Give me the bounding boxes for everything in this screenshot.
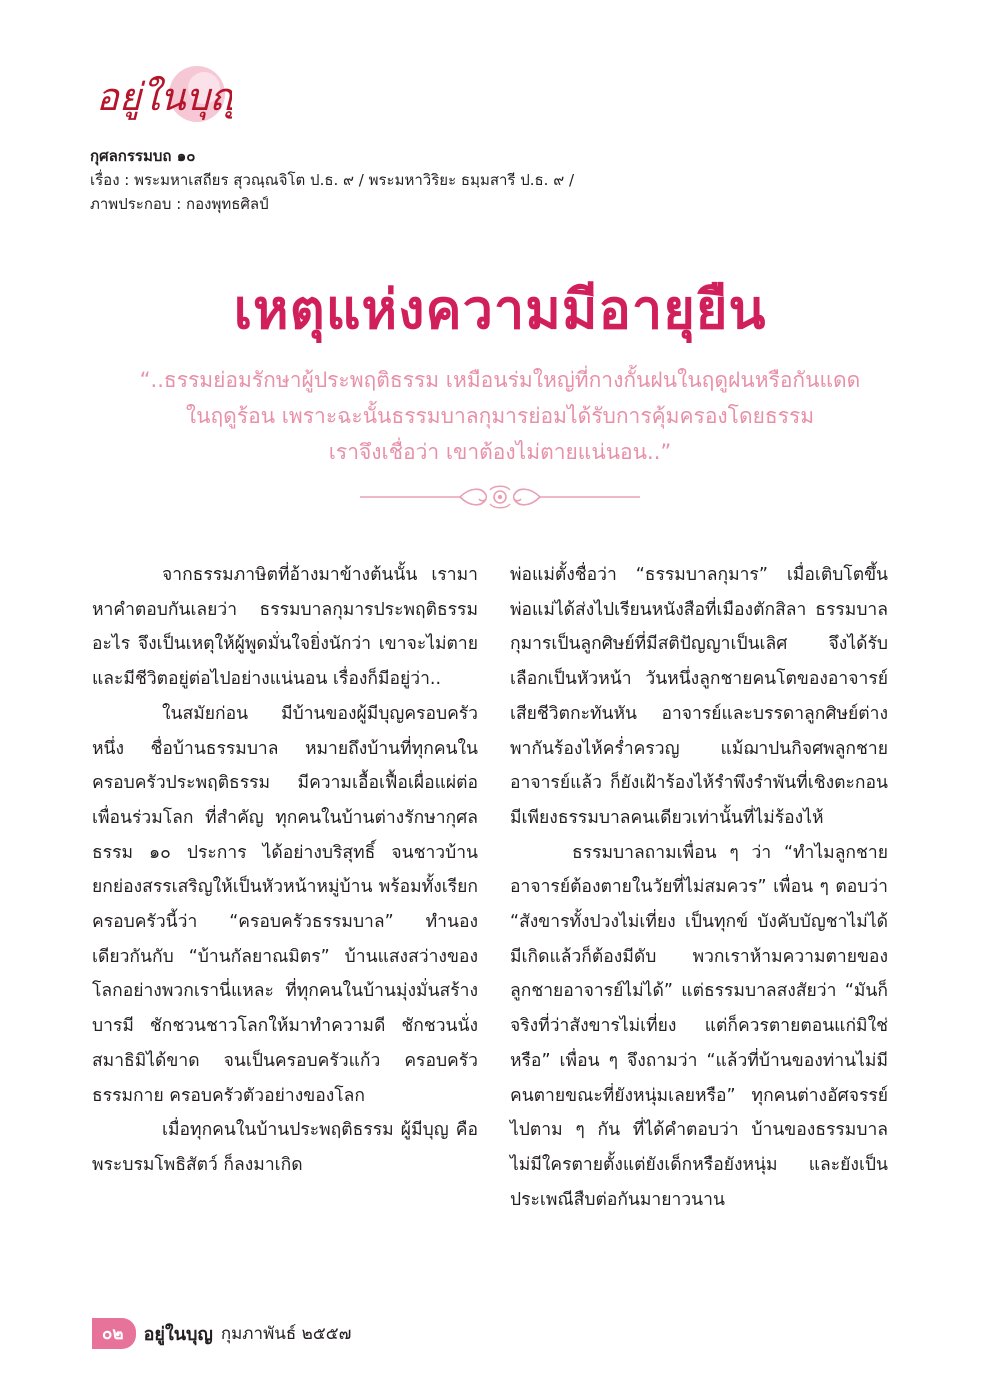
section-name: กุศลกรรมบถ ๑๐ <box>90 147 196 165</box>
logo-graphic <box>92 62 232 132</box>
body-paragraph: ในสมัยก่อน มีบ้านของผู้มีบุญครอบครัวหนึ่ง ชื่อบ้านธรรมบาล หมายถึงบ้านที่ทุกคนในครอบครัวประพฤติธรรม มีความเอื้อเฟื้อเผื่อแผ่ต่อเพื่อนร่วมโลก ที่สำคัญ ทุกคนในบ้านต่างรักษากุศลธรรม ๑๐ ประการ ได้อย่างบริสุทธิ์ จนชาวบ้านยกย่องสรรเสริญให้เป็นหัวหน้าหมู่บ้าน พร้อมทั้งเรียกครอบครัวนี้ว่า “ครอบครัวธรรมบาล” ทำนองเดียวกันกับ “บ้านกัลยาณมิตร” บ้านแสงสว่างของโลกอย่างพวกเรานี่แหละ ที่ทุกคนในบ้านมุ่งมั่นสร้างบารมี ชักชวนชาวโลกให้มาทำความดี ชักชวนนั่งสมาธิมิได้ขาด จนเป็นครอบครัวแก้ว ครอบครัวธรรมกาย ครอบครัวตัวอย่างของโลก <box>92 703 478 1106</box>
page-footer <box>92 1318 351 1348</box>
authors-line: เรื่อง : พระมหาเสถียร สุวณฺณจิโต ป.ธ. ๙ / พระมหาวิริยะ ธมฺมสารี ป.ธ. ๙ / <box>90 171 575 189</box>
magazine-name: อยู่ในบุญ <box>143 1323 213 1345</box>
page-number: ๐๒ <box>92 1318 136 1349</box>
logo-text: อยู่ในบุญ <box>96 75 232 119</box>
body-paragraph: ธรรมบาลถามเพื่อน ๆ ว่า “ทำไมลูกชายอาจารย์ต้องตายในวัยที่ไม่สมควร” เพื่อน ๆ ตอบว่า “สังขารทั้งปวงไม่เที่ยง เป็นทุกข์ บังคับบัญชาไม่ได้ มีเกิดแล้วก็ต้องมีดับ พวกเราห้ามความตายของลูกชายอาจารย์ไม่ได้” แต่ธรรมบาลสงสัยว่า “มันก็จริงที่ว่าสังขารไม่เที่ยง แต่ก็ควรตายตอนแก่มิใช่หรือ” เพื่อน ๆ จึงถามว่า “แล้วที่บ้านของท่านไม่มีคนตายขณะที่ยังหนุ่มเลยหรือ” ทุกคนต่างอัศจรรย์ไปตาม ๆ กัน ที่ได้คำตอบว่า บ้านของธรรมบาลไม่มีใครตายตั้งแต่ยังเด็กหรือยังหนุ่ม และยังเป็นประเพณีสืบต่อกันมายาวนาน <box>510 842 888 1210</box>
article-credits <box>90 144 690 216</box>
body-paragraph: จากธรรมภาษิตที่อ้างมาข้างต้นนั้น เรามาหาคำตอบกันเลยว่า ธรรมบาลกุมารประพฤติธรรมอะไร จึงเป็นเหตุให้ผู้พูดมั่นใจยิ่งนักว่า เขาจะไม่ตายและมีชีวิตอยู่ต่อไปอย่างแน่นอน เรื่องก็มีอยู่ว่า.. <box>92 565 478 690</box>
magazine-logo <box>92 62 232 132</box>
issue-date: กุมภาพันธ์ ๒๕๕๗ <box>220 1323 352 1344</box>
flourish-icon <box>360 482 640 512</box>
quote-line: ในฤดูร้อน เพราะฉะนั้นธรรมบาลกุมารย่อมได้รับการคุ้มครองโดยธรรม <box>185 404 815 428</box>
ornament-divider <box>360 482 640 512</box>
body-column-left <box>92 558 478 1183</box>
pull-quote <box>100 362 900 470</box>
body-paragraph: เมื่อทุกคนในบ้านประพฤติธรรม ผู้มีบุญ คือ พระบรมโพธิสัตว์ ก็ลงมาเกิด <box>92 1120 478 1175</box>
article-title: เหตุแห่งความมีอายุยืน <box>233 278 767 341</box>
body-paragraph: พ่อแม่ตั้งชื่อว่า “ธรรมบาลกุมาร” เมื่อเติบโตขึ้น พ่อแม่ได้ส่งไปเรียนหนังสือที่เมืองตักสิลา ธรรมบาลกุมารเป็นลูกศิษย์ที่มีสติปัญญาเป็นเลิศ จึงได้รับเลือกเป็นหัวหน้า วันหนึ่งลูกชายคนโตของอาจารย์เสียชีวิตกะทันหัน อาจารย์และบรรดาลูกศิษย์ต่างพากันร้องไห้คร่ำครวญ แม้ฌาปนกิจศพลูกชายอาจารย์แล้ว ก็ยังเฝ้าร้องไห้รำพึงรำพันที่เชิงตะกอน มีเพียงธรรมบาลคนเดียวเท่านั้นที่ไม่ร้องไห้ <box>510 565 888 828</box>
quote-line: “..ธรรมย่อมรักษาผู้ประพฤติธรรม เหมือนร่มใหญ่ที่กางกั้นฝนในฤดูฝนหรือกันแดด <box>139 368 861 392</box>
body-column-right <box>510 558 888 1217</box>
illustrator-line: ภาพประกอบ : กองพุทธศิลป์ <box>90 195 269 213</box>
quote-line: เราจึงเชื่อว่า เขาต้องไม่ตายแน่นอน..” <box>328 440 672 464</box>
